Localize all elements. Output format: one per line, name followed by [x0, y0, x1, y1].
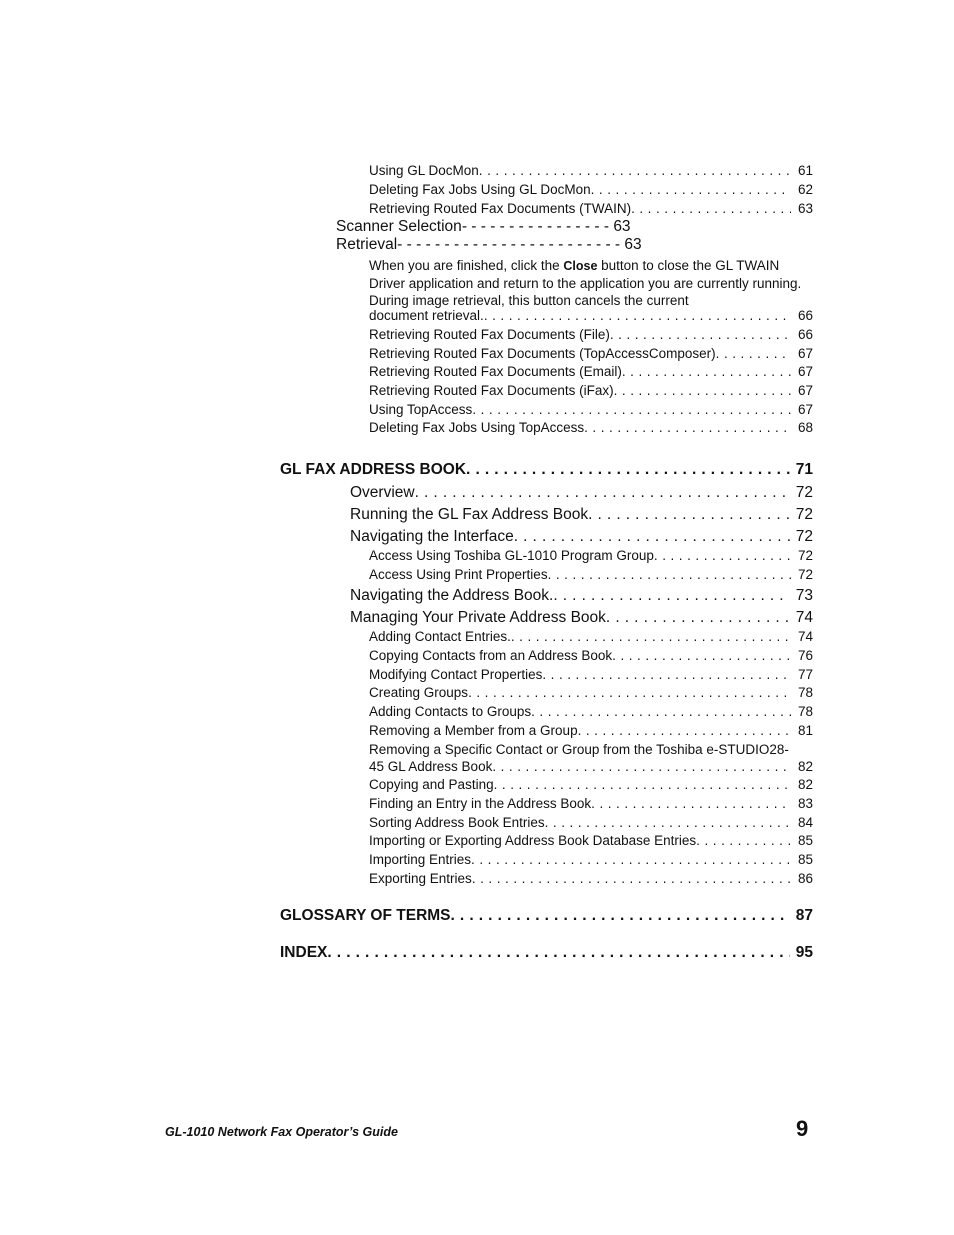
toc-chapter-glossary[interactable] [280, 907, 813, 925]
dot-leader [606, 609, 790, 627]
toc-entry-using-topaccess[interactable] [369, 402, 813, 417]
toc-entry-page: 72 [795, 506, 813, 523]
toc-entry-modifying-contact-properties[interactable] [369, 667, 813, 682]
toc-entry-copying-and-pasting[interactable] [369, 777, 813, 792]
toc-entry-title: Adding Contacts to Groups [369, 704, 532, 719]
toc-entry-page: 85 [797, 833, 813, 848]
dot-leader [484, 308, 791, 323]
dot-leader [612, 648, 791, 663]
toc-entry-page: 67 [797, 346, 813, 361]
toc-entry-title: Navigating the Interface [350, 528, 514, 545]
toc-entry-title: Retrieving Routed Fax Documents (TopAccessComposer) [369, 346, 716, 361]
toc-entry-sorting-entries[interactable] [369, 815, 813, 830]
toc-entry-title: Access Using Toshiba GL-1010 Program Group [369, 548, 654, 563]
paragraph-text: When you are finished, click the [369, 258, 564, 273]
toc-entry-page: 67 [797, 383, 813, 398]
toc-entry-title: Modifying Contact Properties [369, 667, 543, 682]
toc-entry-page: 83 [797, 796, 813, 811]
toc-entry-page: 66 [797, 308, 813, 323]
dot-leader [696, 833, 791, 848]
toc-entry-title: Running the GL Fax Address Book [350, 506, 589, 523]
toc-entry-page: 72 [797, 548, 813, 563]
toc-chapter-index[interactable] [280, 944, 813, 962]
toc-entry-page: 78 [797, 685, 813, 700]
dot-leader [415, 484, 790, 502]
dot-leader [531, 704, 791, 719]
toc-entry-title: Retrieving Routed Fax Documents (Email) [369, 364, 622, 379]
dot-leader [466, 461, 790, 479]
toc-entry-page: 72 [797, 567, 813, 582]
toc-entry-title: Overview [350, 484, 415, 501]
dot-leader [716, 346, 791, 361]
toc-entry-title: Sorting Address Book Entries [369, 815, 545, 830]
toc-entry-retrieving-file[interactable] [369, 327, 813, 342]
toc-entry-removing-member[interactable] [369, 723, 813, 738]
dot-leader [614, 383, 791, 398]
toc-entry-page: 84 [797, 815, 813, 830]
dot-leader [610, 327, 791, 342]
toc-entry-title: Removing a Member from a Group [369, 723, 578, 738]
toc-entry-title: 45 GL Address Book [369, 759, 493, 774]
toc-entry-title: Retrieving Routed Fax Documents (File) [369, 327, 610, 342]
toc-entry-importing-exporting[interactable] [369, 833, 813, 848]
toc-entry-page: 67 [797, 402, 813, 417]
toc-entry-title: Scanner Selection [336, 218, 462, 235]
dot-leader [631, 201, 791, 216]
toc-entry-page: 72 [795, 528, 813, 545]
toc-entry-removing-specific-contact[interactable] [369, 742, 813, 757]
dot-leader [327, 944, 789, 962]
toc-entry-page: 68 [797, 420, 813, 435]
toc-section-navigating-interface[interactable] [350, 528, 813, 546]
dot-leader [451, 907, 790, 925]
toc-entry-title: Importing Entries [369, 852, 472, 867]
toc-entry-removing-specific-contact-cont[interactable] [369, 759, 813, 774]
toc-entry-title: Retrieving Routed Fax Documents (iFax) [369, 383, 614, 398]
toc-entry-retrieving-email[interactable] [369, 364, 813, 379]
toc-entry-page: 76 [797, 648, 813, 663]
toc-entry-retrieving-twain[interactable] [369, 201, 813, 216]
toc-section-overview[interactable] [350, 484, 813, 502]
dot-leader [542, 667, 791, 682]
toc-chapter-page: 87 [795, 907, 813, 924]
dot-leader [492, 759, 791, 774]
dot-leader [553, 587, 789, 605]
toc-entry-page: 85 [797, 852, 813, 867]
toc-entry-title: Managing Your Private Address Book [350, 609, 606, 626]
toc-entry-scanner-selection[interactable] [336, 218, 631, 236]
toc-entry-importing-entries[interactable] [369, 852, 813, 867]
toc-entry-title: Deleting Fax Jobs Using GL DocMon [369, 182, 591, 197]
dot-leader [471, 852, 791, 867]
toc-chapter-page: 71 [795, 461, 813, 478]
toc-entry-page: 77 [797, 667, 813, 682]
dash-leader: - - - - - - - - - - - - - - - - [461, 218, 609, 235]
toc-entry-finding-entry[interactable] [369, 796, 813, 811]
dash-leader: - - - - - - - - - - - - - - - - - - - - - - - [406, 236, 621, 253]
toc-entry-title: Finding an Entry in the Address Book [369, 796, 592, 811]
dot-leader [479, 163, 791, 178]
toc-entry-deleting-fax-jobs-docmon[interactable] [369, 182, 813, 197]
toc-entry-page: 63 [624, 236, 642, 253]
toc-entry-title: Copying and Pasting [369, 777, 494, 792]
toc-entry-copying-contacts[interactable] [369, 648, 813, 663]
toc-entry-page: 62 [797, 182, 813, 197]
toc-chapter-title: GL FAX ADDRESS BOOK [280, 461, 467, 478]
dot-leader [548, 567, 791, 582]
toc-entry-page: 61 [797, 163, 813, 178]
dot-leader [545, 815, 791, 830]
dot-leader [622, 364, 791, 379]
dot-leader [591, 182, 791, 197]
dot-leader [584, 420, 791, 435]
toc-entry-title: Exporting Entries [369, 871, 472, 886]
page-number: 9 [796, 1116, 809, 1141]
dot-leader [468, 685, 791, 700]
toc-entry-title: Access Using Print Properties [369, 567, 548, 582]
toc-chapter-title: INDEX [280, 944, 328, 961]
toc-entry-title: Creating Groups [369, 685, 469, 700]
dot-leader [472, 402, 791, 417]
toc-entry-title: Using GL DocMon [369, 163, 479, 178]
dot-leader [588, 506, 790, 524]
toc-entry-retrieving-ifax[interactable] [369, 383, 813, 398]
toc-entry-page: 81 [797, 723, 813, 738]
dot-leader [472, 871, 791, 886]
footer-guide-title: GL-1010 Network Fax Operator’s Guide [165, 1125, 398, 1139]
toc-entry-retrieval[interactable]: Retrieval- - - - - - - - - - - - - - - - - - - - - - - - 63 [336, 236, 642, 253]
toc-chapter-page: 95 [795, 944, 813, 961]
toc-entry-title: Copying Contacts from an Address Book [369, 648, 613, 663]
toc-entry-deleting-fax-jobs-topaccess[interactable] [369, 420, 813, 435]
toc-entry-page: 82 [797, 759, 813, 774]
toc-entry-title: Navigating the Address Book. [350, 587, 554, 604]
toc-entry-access-program-group[interactable] [369, 548, 813, 563]
toc-entry-adding-contacts-to-groups[interactable] [369, 704, 813, 719]
toc-entry-page: 73 [795, 587, 813, 604]
toc-section-managing-private-address-book[interactable] [350, 609, 813, 627]
toc-entry-retrieving-topaccesscomposer[interactable] [369, 346, 813, 361]
toc-entry-creating-groups[interactable] [369, 685, 813, 700]
toc-entry-page: 63 [797, 201, 813, 216]
close-button-reference: Close [563, 259, 598, 273]
dot-leader [511, 629, 791, 644]
toc-section-navigating-address-book[interactable] [350, 587, 813, 605]
dot-leader [514, 528, 790, 546]
toc-entry-page: 63 [613, 218, 631, 235]
toc-entry-page: 82 [797, 777, 813, 792]
toc-entry-title: document retrieval. [369, 308, 484, 323]
toc-chapter-address-book[interactable] [280, 461, 813, 479]
paragraph-text: button to close the GL TWAIN Driver application and return to the application you are currently running. During image retrieval, this button cancels the current [369, 258, 802, 308]
toc-entry-title: Retrieving Routed Fax Documents (TWAIN) [369, 201, 632, 216]
toc-entry-page: 78 [797, 704, 813, 719]
dot-leader [654, 548, 791, 563]
toc-entry-title: Removing a Specific Contact or Group from the Toshiba e-STUDIO28- [369, 742, 789, 757]
toc-entry-page: 67 [797, 364, 813, 379]
dot-leader [578, 723, 791, 738]
dot-leader [591, 796, 791, 811]
toc-entry-title: Retrieval [336, 236, 398, 253]
toc-paragraph-last-line[interactable] [369, 308, 813, 323]
toc-entry-title: Importing or Exporting Address Book Database Entries [369, 833, 697, 848]
toc-entry-access-print-properties[interactable] [369, 567, 813, 582]
toc-entry-page: 74 [795, 609, 813, 626]
toc-entry-page: 66 [797, 327, 813, 342]
toc-entry-title: Adding Contact Entries. [369, 629, 511, 644]
toc-entry-page: 72 [795, 484, 813, 501]
toc-entry-page: 74 [797, 629, 813, 644]
toc-entry-using-gl-docmon[interactable] [369, 163, 813, 178]
toc-chapter-title: GLOSSARY OF TERMS [280, 907, 451, 924]
toc-entry-adding-contact-entries[interactable] [369, 629, 813, 644]
toc-entry-page: 86 [797, 871, 813, 886]
toc-entry-title: Deleting Fax Jobs Using TopAccess [369, 420, 585, 435]
toc-section-running-address-book[interactable] [350, 506, 813, 524]
toc-entry-exporting-entries[interactable] [369, 871, 813, 886]
dot-leader [494, 777, 791, 792]
toc-paragraph-entry[interactable] [369, 257, 813, 309]
toc-entry-title: Using TopAccess [369, 402, 473, 417]
